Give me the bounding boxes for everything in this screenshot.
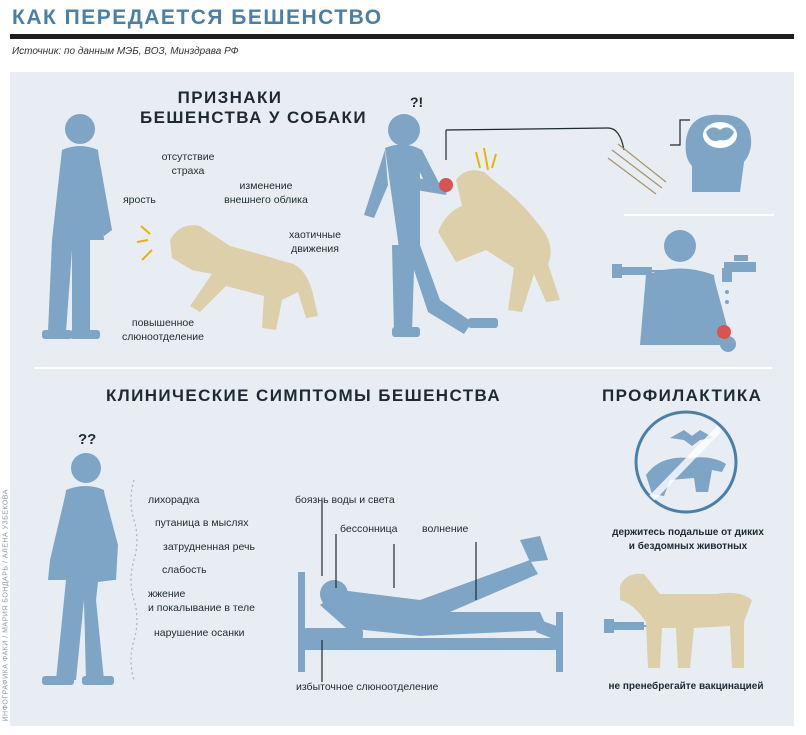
confused-question-mark: ?? [78,431,97,448]
dog-signs-heading-line2: БЕШЕНСТВА У СОБАКИ [140,108,367,127]
label-saliva-line2: слюноотделение [121,331,205,343]
symptom-burning-line1: жжение [148,588,186,600]
dog-signs-heading [140,88,367,128]
symptoms-heading: КЛИНИЧЕСКИЕ СИМПТОМЫ БЕШЕНСТВА [106,386,502,405]
page-title: КАК ПЕРЕДАЕТСЯ БЕШЕНСТВО [12,6,383,29]
label-appearance-line1: изменение [239,180,293,192]
advice-avoid-line2: и бездомных животных [628,541,748,552]
attacking-dog-figure [438,170,560,312]
bite-sparks [476,148,496,170]
label-saliva-line1: повышенное [131,317,195,329]
bitten-question-mark: ?! [410,94,424,110]
bed-man-figure [320,536,562,640]
prevention-heading: ПРОФИЛАКТИКА [602,386,763,405]
label-appearance-line2: внешнего облика [224,194,308,206]
label-chaotic-line2: движения [291,243,339,255]
advice-avoid-line1: держитесь подальше от диких [612,527,764,538]
advice-avoid-animals [598,526,778,554]
healthy-dog-figure [620,574,752,668]
dotted-divider [131,480,137,680]
label-fearless-line1: отсутствие [161,151,215,163]
label-rage: ярость [123,194,156,206]
label-fearless [150,150,226,178]
label-saliva [118,316,208,344]
faucet-icon [722,255,756,304]
credit-line: ИНФОГРАФИКА ФАКИ / МАРИЯ БОНДАРЬ / АЛЕНА УЗБЕКОВА [2,489,10,722]
label-appearance [218,179,314,207]
bite-wound [439,178,453,192]
symptom-posture: нарушение осанки [154,627,245,639]
label-fearless-line2: страха [171,165,205,177]
source-note: Источник: по данным МЭБ, ВОЗ, Минздрава РФ [12,46,239,57]
symptom-burning [148,587,255,615]
transmission-arrow [446,128,624,160]
washed-wound [717,325,731,339]
symptom-speech: затрудненная речь [163,541,255,553]
virus-icon [608,144,666,194]
brain-icon [703,122,737,148]
symptom-weakness: слабость [162,564,207,576]
standing-man-figure [42,114,112,339]
symptom-insomnia: бессонница [340,523,398,535]
rage-sparks [137,226,152,260]
symptom-confusion: путаница в мыслях [155,517,249,529]
advice-vaccinate: не пренебрегайте вакцинацией [608,681,764,692]
symptom-drool: избыточное слюноотделение [296,681,439,693]
symptom-anxiety: волнение [422,523,469,535]
symptom-fear: боязнь воды и света [295,494,395,506]
symptom-burning-line2: и покалывание в теле [148,602,256,614]
sick-man-figure [42,453,118,685]
symptom-fever: лихорадка [148,494,200,506]
label-chaotic [280,228,350,256]
dog-signs-heading-line1: ПРИЗНАКИ [177,88,283,107]
label-chaotic-line1: хаотичные [289,229,341,241]
